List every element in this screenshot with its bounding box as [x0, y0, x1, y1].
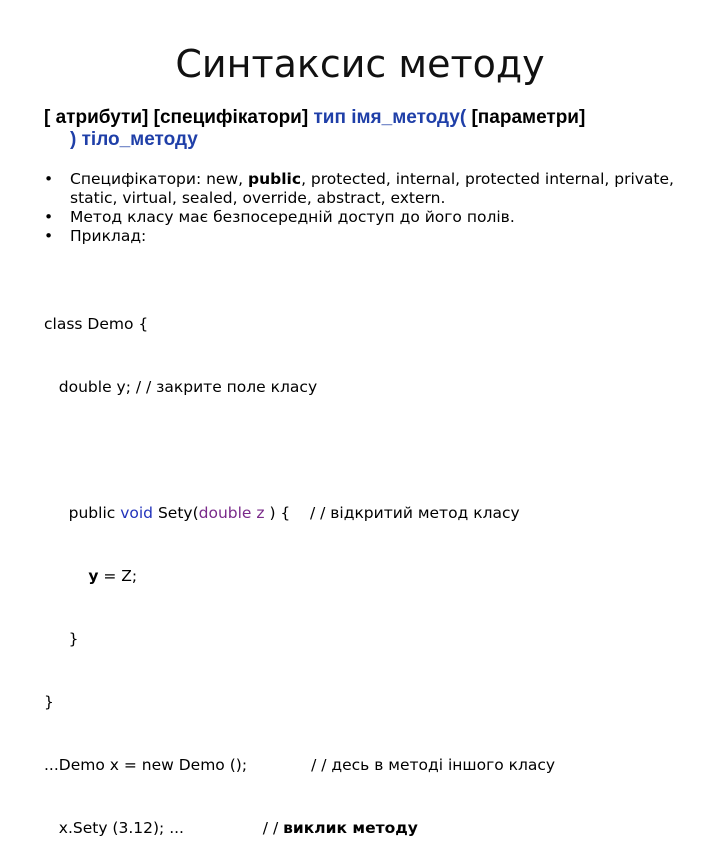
code-line: }: [44, 630, 79, 648]
bullet-text: , protected, internal, protected internal, private, static, virtual, sealed, override, abstract, extern.: [70, 170, 674, 207]
code-text: public: [44, 504, 121, 522]
code-text: ) { / / відкритий метод класу: [264, 504, 520, 522]
method-syntax: [44, 107, 585, 151]
bullet-example: [44, 227, 694, 246]
code-line: class Demo {: [44, 315, 149, 333]
bullet-marker: •: [44, 208, 54, 226]
bullet-specifiers: [44, 170, 694, 208]
syntax-line-1: [44, 107, 585, 129]
syntax-attributes: [ атрибути] [специфікатори]: [44, 107, 314, 128]
bullet-text: Метод класу має безпосередній доступ до його полів.: [70, 208, 515, 226]
code-text: x.Sety (3.12); ... / /: [44, 819, 284, 837]
code-text: [44, 567, 88, 585]
slide-title: Синтаксис методу: [175, 42, 545, 86]
code-text-bold: y: [88, 567, 99, 585]
bullet-marker: •: [44, 227, 54, 245]
code-line: }: [44, 693, 54, 711]
syntax-line-2: ) тіло_методу: [70, 129, 198, 150]
syntax-parameters: [параметри]: [471, 107, 586, 128]
bullet-marker: •: [44, 170, 54, 188]
code-line: [44, 566, 555, 587]
bullet-text: Приклад:: [70, 227, 147, 245]
code-line: ...Demo x = new Demo (); / / десь в методі іншого класу: [44, 756, 556, 774]
bullet-text-bold: public: [248, 170, 302, 188]
code-line-blank: [44, 440, 555, 461]
code-line: double y; / / закрите поле класу: [44, 378, 318, 396]
code-keyword: void: [120, 504, 154, 522]
code-comment-bold: виклик методу: [283, 819, 418, 837]
code-text: Sety(: [153, 504, 199, 522]
bullet-list: [44, 170, 694, 246]
bullet-text: Специфікатори: new,: [70, 170, 249, 188]
code-type: double z: [198, 504, 265, 522]
syntax-type-name: тип імя_методу(: [313, 107, 472, 128]
code-line: [44, 818, 555, 839]
code-line: [44, 503, 555, 524]
code-example: [44, 272, 555, 860]
bullet-field-access: [44, 208, 694, 227]
code-text: = Z;: [98, 567, 138, 585]
